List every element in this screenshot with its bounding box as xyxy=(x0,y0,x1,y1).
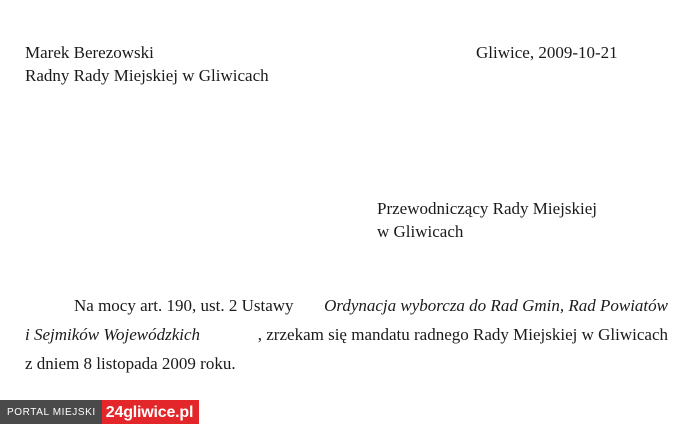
sender-block xyxy=(25,41,269,87)
watermark-portal-label: PORTAL MIEJSKI xyxy=(0,400,102,424)
recipient-block xyxy=(377,197,597,243)
act-title-part-1: Ordynacja wyborcza do Rad Gmin, Rad Powiatów xyxy=(324,296,668,315)
body-line-2 xyxy=(25,320,668,349)
place-date: Gliwice, 2009-10-21 xyxy=(476,43,618,62)
watermark-site-logo: 24gliwice.pl xyxy=(102,400,199,424)
body-text-resignation: , zrzekam się mandatu radnego Rady Miejskiej w Gliwicach xyxy=(257,325,668,344)
body-line-3 xyxy=(25,349,668,378)
letter-body xyxy=(25,291,668,378)
sender-name: Marek Berezowski xyxy=(25,43,154,62)
body-text-prefix: Na mocy art. 190, ust. 2 Ustawy xyxy=(74,296,294,315)
act-title-part-2: i Sejmików Wojewódzkich xyxy=(25,325,201,344)
site-watermark xyxy=(0,400,199,424)
recipient-line-1: Przewodniczący Rady Miejskiej xyxy=(377,199,597,218)
sender-title: Radny Rady Miejskiej w Gliwicach xyxy=(25,66,269,85)
body-line-1 xyxy=(25,291,668,320)
recipient-line-2: w Gliwicach xyxy=(377,222,464,241)
body-text-date: z dniem 8 listopada 2009 roku. xyxy=(25,354,236,373)
